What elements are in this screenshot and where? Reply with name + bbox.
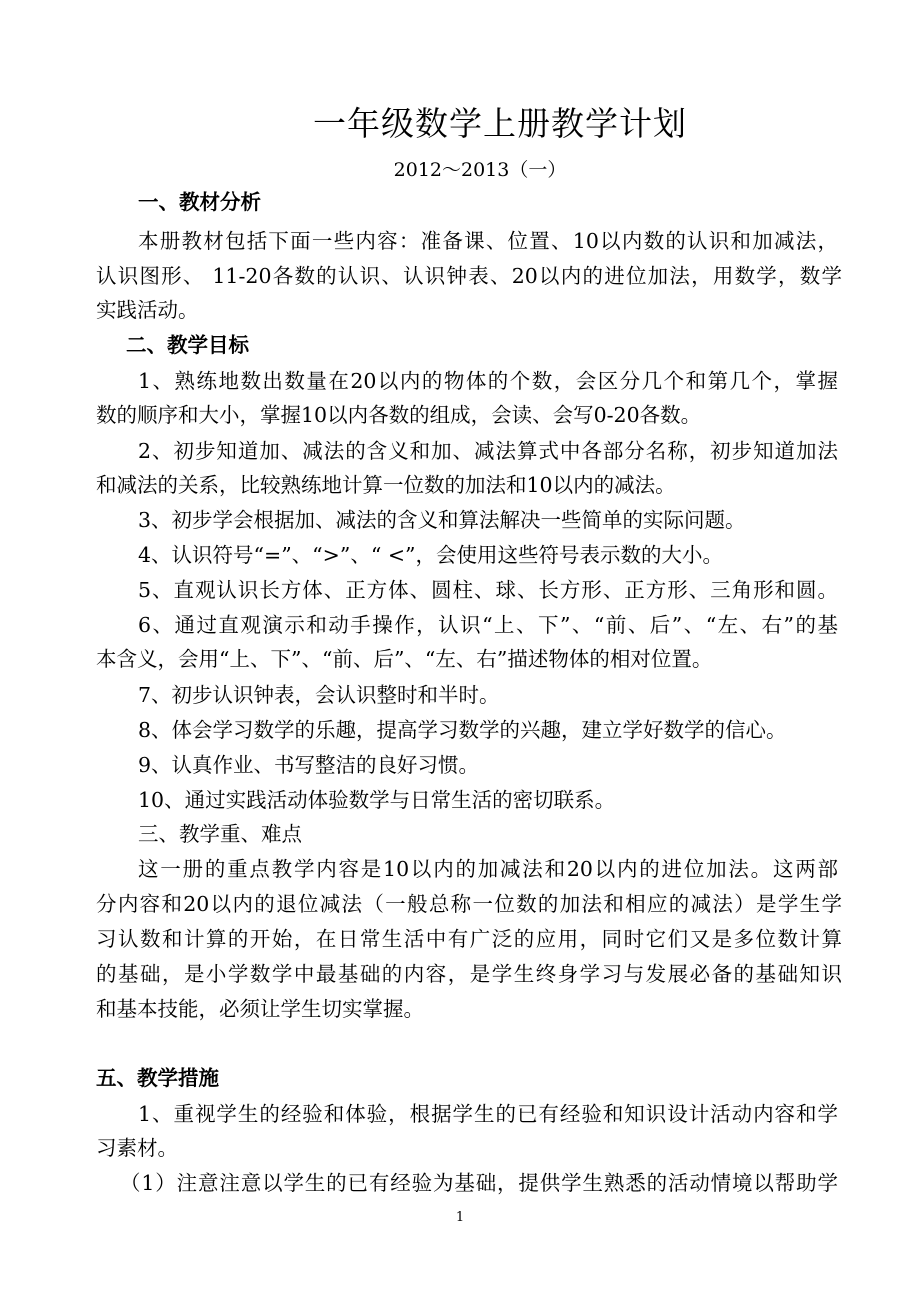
paragraph-line: 6、通过直观演示和动手操作，认识“上、下”、“前、后”、“左、右”的基 [138,613,838,637]
section-heading: 一、教材分析 [138,190,261,214]
paragraph-line: 和基本技能，必须让学生切实掌握。 [96,997,424,1021]
paragraph-line: 习认数和计算的开始，在日常生活中有广泛的应用，同时它们又是多位数计算 [96,927,842,951]
paragraph-line: 本册教材包括下面一些内容：准备课、位置、10以内数的认识和加减法， [138,229,838,253]
paragraph-line: 9、认真作业、书写整洁的良好习惯。 [138,753,480,777]
paragraph-line: 实践活动。 [96,298,199,322]
paragraph-line: 5、直观认识长方体、正方体、圆柱、球、长方形、正方形、三角形和圆。 [138,578,838,602]
page-number: 1 [455,1210,465,1225]
document-title: 一年级数学上册教学计划 [313,104,687,143]
paragraph-line: 3、初步学会根据加、减法的含义和算法解决一些简单的实际问题。 [138,508,746,532]
section-heading: 三、教学重、难点 [138,822,302,846]
paragraph-line: 7、初步认识钟表，会认识整时和半时。 [138,683,500,707]
paragraph-line: 和减法的关系，比较熟练地计算一位数的加法和10以内的减法。 [96,473,676,497]
paragraph-line: 这一册的重点教学内容是10以内的加减法和20以内的进位加法。这两部 [138,857,838,881]
section-heading: 二、教学目标 [126,333,249,357]
section-heading: 五、教学措施 [96,1066,219,1090]
paragraph-line: 4、认识符号“=”、“>”、“ <”，会使用这些符号表示数的大小。 [138,543,723,567]
paragraph-line: 习素材。 [96,1136,178,1160]
paragraph-line: （1）注意注意以学生的已有经验为基础，提供学生熟悉的活动情境以帮助学 [120,1171,838,1195]
paragraph-line: 10、通过实践活动体验数学与日常生活的密切联系。 [138,788,616,812]
paragraph-line: 本含义，会用“上、下”、“前、后”、“左、右”描述物体的相对位置。 [96,647,713,671]
paragraph-line: 1、重视学生的经验和体验，根据学生的已有经验和知识设计活动内容和学 [138,1102,838,1126]
paragraph-line: 1、熟练地数出数量在20以内的物体的个数，会区分几个和第几个，掌握 [138,369,838,393]
paragraph-line: 分内容和20以内的退位减法（一般总称一位数的加法和相应的减法）是学生学 [96,892,842,916]
paragraph-line: 8、体会学习数学的乐趣，提高学习数学的兴趣，建立学好数学的信心。 [138,718,787,742]
school-year: 2012～2013（一） [393,159,567,181]
paragraph-line: 认识图形、 11-20各数的认识、认识钟表、20以内的进位加法，用数学，数学 [96,264,842,288]
paragraph-line: 数的顺序和大小，掌握10以内各数的组成，会读、会写0-20各数。 [96,403,702,427]
paragraph-line: 2、初步知道加、减法的含义和加、减法算式中各部分名称，初步知道加法 [138,439,838,463]
paragraph-line: 的基础，是小学数学中最基础的内容，是学生终身学习与发展必备的基础知识 [96,962,842,986]
